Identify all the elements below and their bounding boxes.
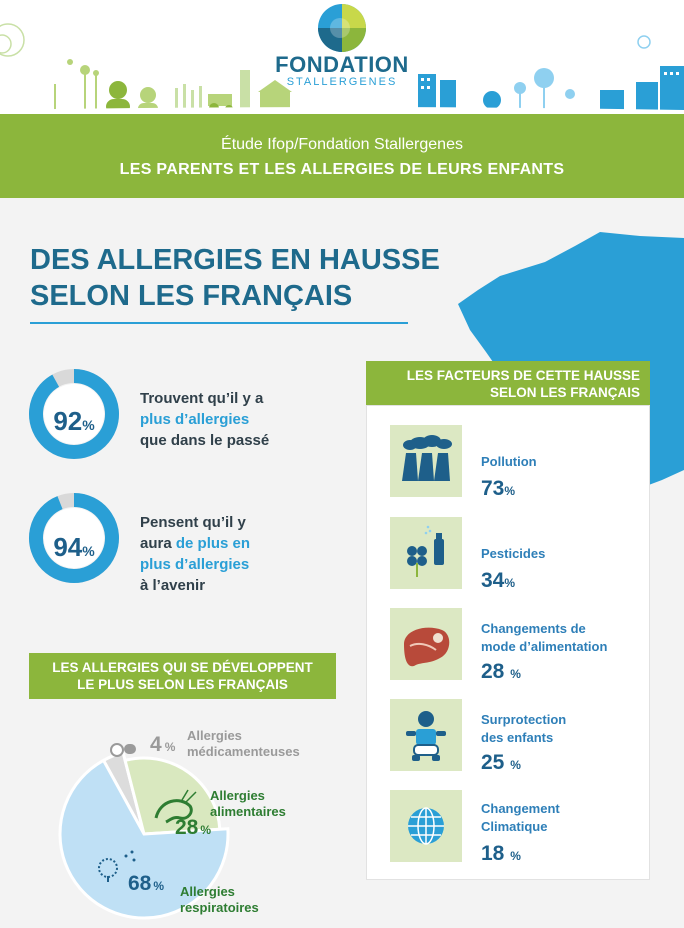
label-resp-line-2: respiratoires: [180, 900, 259, 915]
label-alimentaires-text: [210, 788, 286, 820]
label-med-line-1: Allergies: [187, 728, 242, 743]
factor-climat-label-1: Changement: [481, 801, 560, 816]
factor-climat-unit: %: [510, 849, 521, 863]
factors-header-line-2: SELON LES FRANÇAIS: [489, 385, 640, 400]
label-resp-number: 68: [128, 872, 152, 895]
label-food-unit: %: [200, 823, 212, 837]
banner-title: LES PARENTS ET LES ALLERGIES DE LEURS ENFANTS: [119, 161, 565, 178]
stat-94-line-1: Pensent qu’il y: [140, 514, 246, 531]
stat-92-line-3: que dans le passé: [140, 432, 270, 449]
label-med-number: 4: [150, 733, 162, 756]
brand-name: FONDATION: [275, 52, 409, 77]
label-resp-line-1: Allergies: [180, 884, 235, 899]
label-alimentaires: [175, 816, 212, 839]
factor-surprotection-label-1: Surprotection: [481, 712, 567, 727]
allergies-header-line-1: LES ALLERGIES QUI SE DÉVELOPPENT: [52, 660, 313, 675]
stat-92-line-1: Trouvent qu’il y a: [140, 390, 264, 407]
factors-header-line-1: LES FACTEURS DE CETTE HAUSSE: [406, 368, 640, 383]
stat-94-number: 94: [53, 532, 83, 562]
factor-alimentation-unit: %: [510, 667, 521, 681]
label-medicamenteuses: [150, 733, 176, 756]
label-respiratoires: [128, 872, 165, 895]
factor-surprotection-unit: %: [510, 758, 521, 772]
label-medicamenteuses-text: [187, 728, 300, 760]
label-food-number: 28: [175, 816, 199, 839]
factor-pesticides-label: Pesticides: [481, 546, 546, 561]
section-title-line-1: DES ALLERGIES EN HAUSSE: [30, 244, 440, 276]
stat-94-line-2a: aura: [140, 535, 172, 552]
stat-94-unit: %: [82, 543, 95, 559]
banner-subtitle: Étude Ifop/Fondation Stallergenes: [221, 136, 463, 153]
factor-climat-label-2: Climatique: [481, 819, 548, 834]
stat-92-line-2: plus d’allergies: [140, 411, 250, 428]
stat-92-unit: %: [82, 417, 95, 433]
factor-alimentation-label-2: mode d’alimentation: [481, 639, 608, 654]
label-respiratoires-text: [180, 884, 259, 916]
label-med-unit: %: [164, 740, 176, 754]
factor-climat-number: 18: [481, 842, 505, 865]
factor-pesticides-number: 34: [481, 569, 505, 592]
label-food-line-1: Allergies: [210, 788, 265, 803]
pills-icon: [110, 738, 138, 762]
label-food-line-2: alimentaires: [210, 804, 286, 819]
factor-pollution-unit: %: [504, 484, 516, 498]
label-resp-unit: %: [153, 879, 165, 893]
factor-surprotection-label-2: des enfants: [481, 730, 554, 745]
factor-pesticides-unit: %: [504, 576, 516, 590]
stat-94-line-4: à l’avenir: [140, 577, 206, 594]
stat-92-number: 92: [53, 406, 83, 436]
stat-94-line-2b: de plus en: [175, 535, 251, 552]
brand-tagline: STALLERGENES: [286, 76, 398, 88]
stat-94-line-3: plus d’allergies: [140, 556, 250, 573]
factor-surprotection-number: 25: [481, 751, 505, 774]
factor-alimentation-label-1: Changements de: [481, 621, 586, 636]
allergies-header-line-2: LE PLUS SELON LES FRANÇAIS: [77, 677, 288, 692]
factor-pollution-number: 73: [481, 477, 505, 500]
factor-alimentation-number: 28: [481, 660, 505, 683]
section-title-line-2: SELON LES FRANÇAIS: [30, 280, 353, 312]
label-med-line-2: médicamenteuses: [187, 744, 300, 759]
factor-pollution-label: Pollution: [481, 454, 537, 469]
